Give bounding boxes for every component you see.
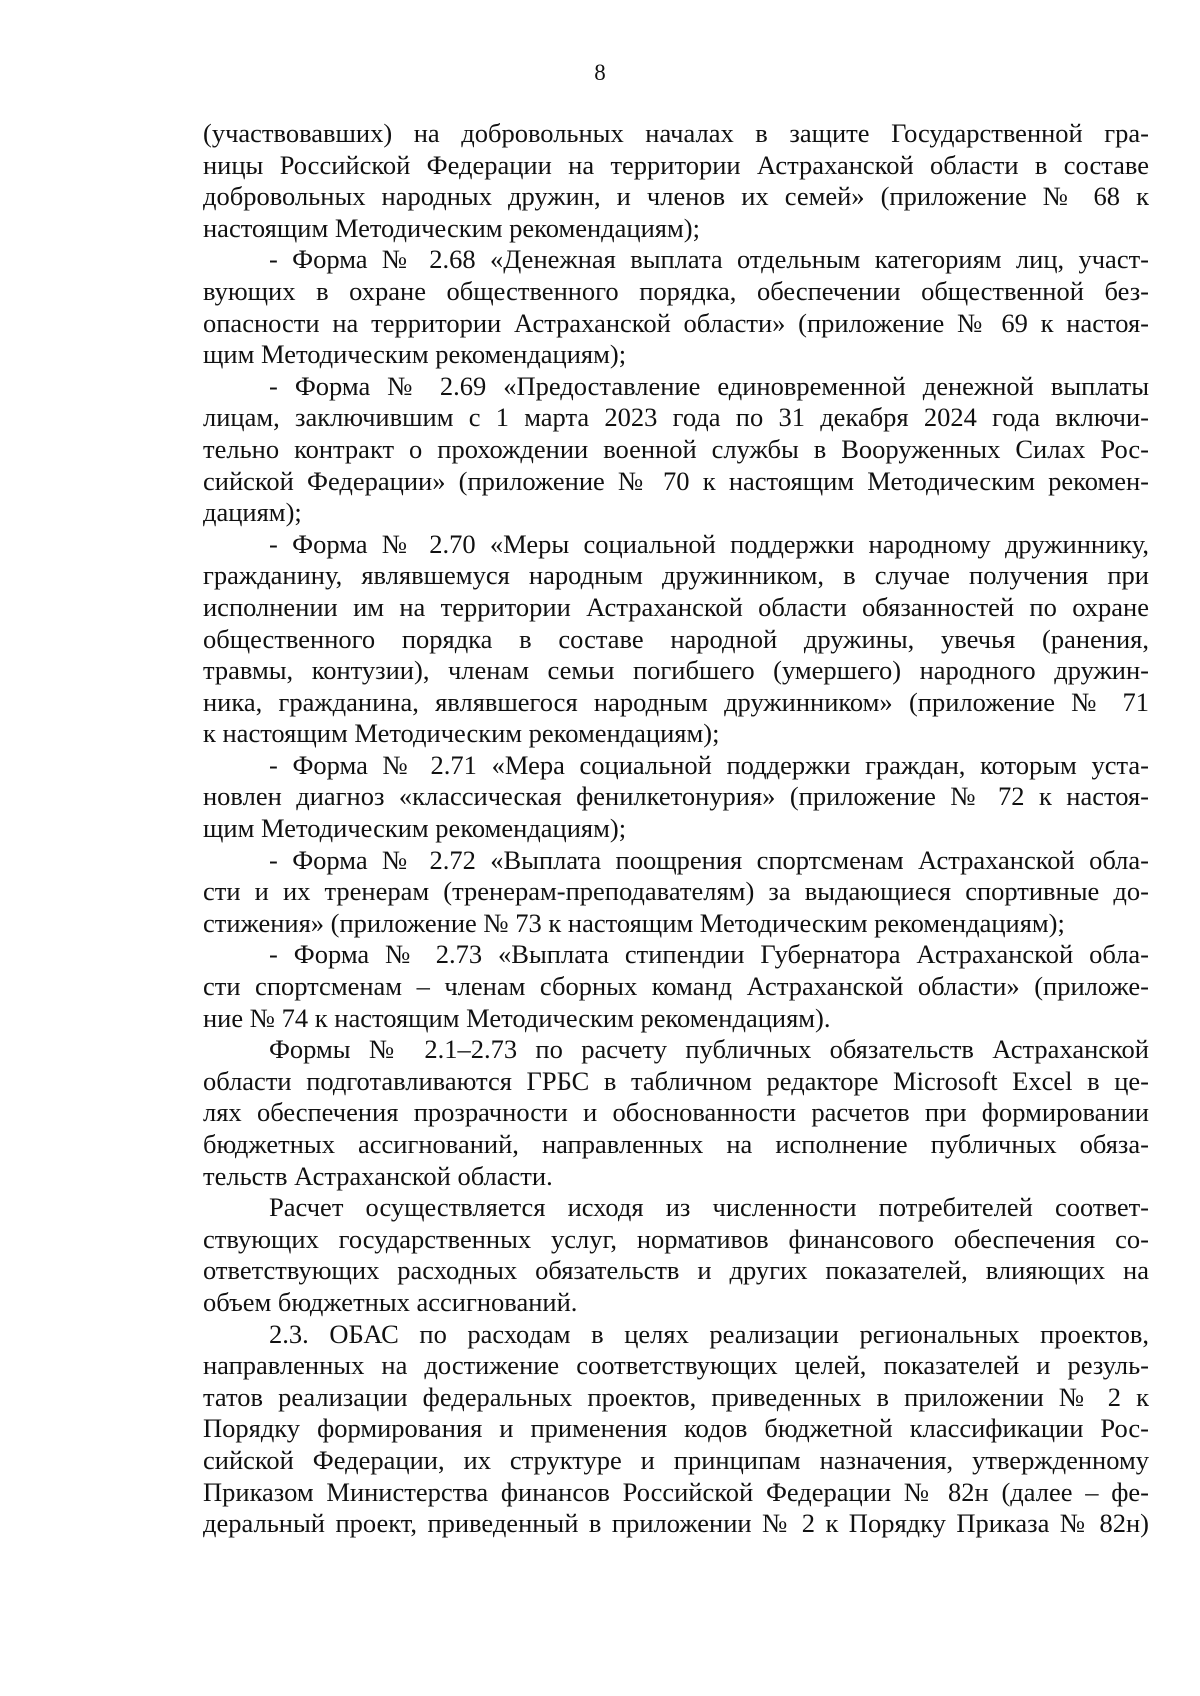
paragraph xyxy=(203,939,1149,1034)
text-line: Расчет осуществляется исходя из численности потребителей соответ- xyxy=(269,1192,1149,1223)
text-line: гражданину, являвшемуся народным дружинником, в случае получения при xyxy=(203,560,1149,591)
paragraph xyxy=(203,371,1149,529)
paragraph xyxy=(203,845,1149,940)
text-line: Порядку формирования и применения кодов бюджетной классификации Рос- xyxy=(203,1413,1149,1444)
text-line: ницы Российской Федерации на территории Астраханской области в составе xyxy=(203,149,1149,180)
text-line: тельно контракт о прохождении военной службы в Вооруженных Силах Рос- xyxy=(203,433,1149,464)
text-line: настоящим Методическим рекомендациям); xyxy=(203,212,700,243)
text-line: - Форма № 2.68 «Денежная выплата отдельным категориям лиц, участ- xyxy=(269,244,1149,275)
text-line: новлен диагноз «классическая фенилкетонурия» (приложение № 72 к настоя- xyxy=(203,781,1149,812)
text-line: ника, гражданина, являвшегося народным дружинником» (приложение № 71 xyxy=(203,686,1149,717)
paragraph xyxy=(203,1034,1149,1192)
document-body xyxy=(203,118,1149,1540)
text-line: - Форма № 2.72 «Выплата поощрения спортсменам Астраханской обла- xyxy=(269,844,1149,875)
text-line: лицам, заключившим с 1 марта 2023 года по 31 декабря 2024 года включи- xyxy=(203,402,1149,433)
text-line: - Форма № 2.69 «Предоставление единовременной денежной выплаты xyxy=(269,370,1149,401)
paragraph xyxy=(203,1192,1149,1318)
paragraph xyxy=(203,244,1149,370)
text-line: области подготавливаются ГРБС в табличном редакторе Microsoft Excel в це- xyxy=(203,1065,1149,1096)
text-line: лях обеспечения прозрачности и обоснованности расчетов при формировании xyxy=(203,1097,1149,1128)
text-line: - Форма № 2.70 «Меры социальной поддержки народному дружиннику, xyxy=(269,528,1149,559)
text-line: татов реализации федеральных проектов, приведенных в приложении № 2 к xyxy=(203,1381,1149,1412)
text-line: Формы № 2.1–2.73 по расчету публичных обязательств Астраханской xyxy=(269,1034,1149,1065)
text-line: добровольных народных дружин, и членов их семей» (приложение № 68 к xyxy=(203,181,1149,212)
text-line: (участвовавших) на добровольных началах в защите Государственной гра- xyxy=(203,118,1149,148)
text-line: опасности на территории Астраханской области» (приложение № 69 к настоя- xyxy=(203,307,1149,338)
text-line: объем бюджетных ассигнований. xyxy=(203,1286,578,1317)
paragraph xyxy=(203,750,1149,845)
text-line: сийской Федерации, их структуре и принципам назначения, утвержденному xyxy=(203,1444,1149,1475)
text-line: стижения» (приложение № 73 к настоящим Методическим рекомендациям); xyxy=(203,907,1065,938)
text-line: ние № 74 к настоящим Методическим рекомендациям). xyxy=(203,1002,831,1033)
text-line: щим Методическим рекомендациям); xyxy=(203,339,627,370)
text-line: Приказом Министерства финансов Российской Федерации № 82н (далее – фе- xyxy=(203,1476,1149,1507)
text-line: сти спортсменам – членам сборных команд Астраханской области» (приложе- xyxy=(203,971,1149,1002)
text-line: - Форма № 2.73 «Выплата стипендии Губернатора Астраханской обла- xyxy=(269,939,1149,970)
text-line: - Форма № 2.71 «Мера социальной поддержки граждан, которым уста- xyxy=(269,749,1149,780)
text-line: сийской Федерации» (приложение № 70 к настоящим Методическим рекомен- xyxy=(203,465,1149,496)
text-line: ствующих государственных услуг, нормативов финансового обеспечения со- xyxy=(203,1223,1149,1254)
text-line: дациям); xyxy=(203,497,302,528)
text-line: деральный проект, приведенный в приложении № 2 к Порядку Приказа № 82н) xyxy=(203,1508,1149,1539)
text-line: общественного порядка в составе народной дружины, увечья (ранения, xyxy=(203,623,1149,654)
text-line: травмы, контузии), членам семьи погибшего (умершего) народного дружин- xyxy=(203,655,1149,686)
page-number: 8 xyxy=(594,60,606,85)
paragraph xyxy=(203,118,1149,244)
text-line: к настоящим Методическим рекомендациям); xyxy=(203,718,720,749)
paragraph xyxy=(203,529,1149,750)
text-line: тельств Астраханской области. xyxy=(203,1160,553,1191)
text-line: щим Методическим рекомендациям); xyxy=(203,813,627,844)
text-line: направленных на достижение соответствующих целей, показателей и резуль- xyxy=(203,1350,1149,1381)
text-line: 2.3. ОБАС по расходам в целях реализации региональных проектов, xyxy=(269,1318,1149,1349)
text-line: ответствующих расходных обязательств и других показателей, влияющих на xyxy=(203,1255,1149,1286)
text-line: бюджетных ассигнований, направленных на исполнение публичных обяза- xyxy=(203,1129,1149,1159)
paragraph xyxy=(203,1319,1149,1540)
text-line: вующих в охране общественного порядка, обеспечении общественной без- xyxy=(203,275,1149,306)
text-line: исполнении им на территории Астраханской области обязанностей по охране xyxy=(203,591,1149,622)
text-line: сти и их тренерам (тренерам-преподавателям) за выдающиеся спортивные до- xyxy=(203,876,1149,907)
